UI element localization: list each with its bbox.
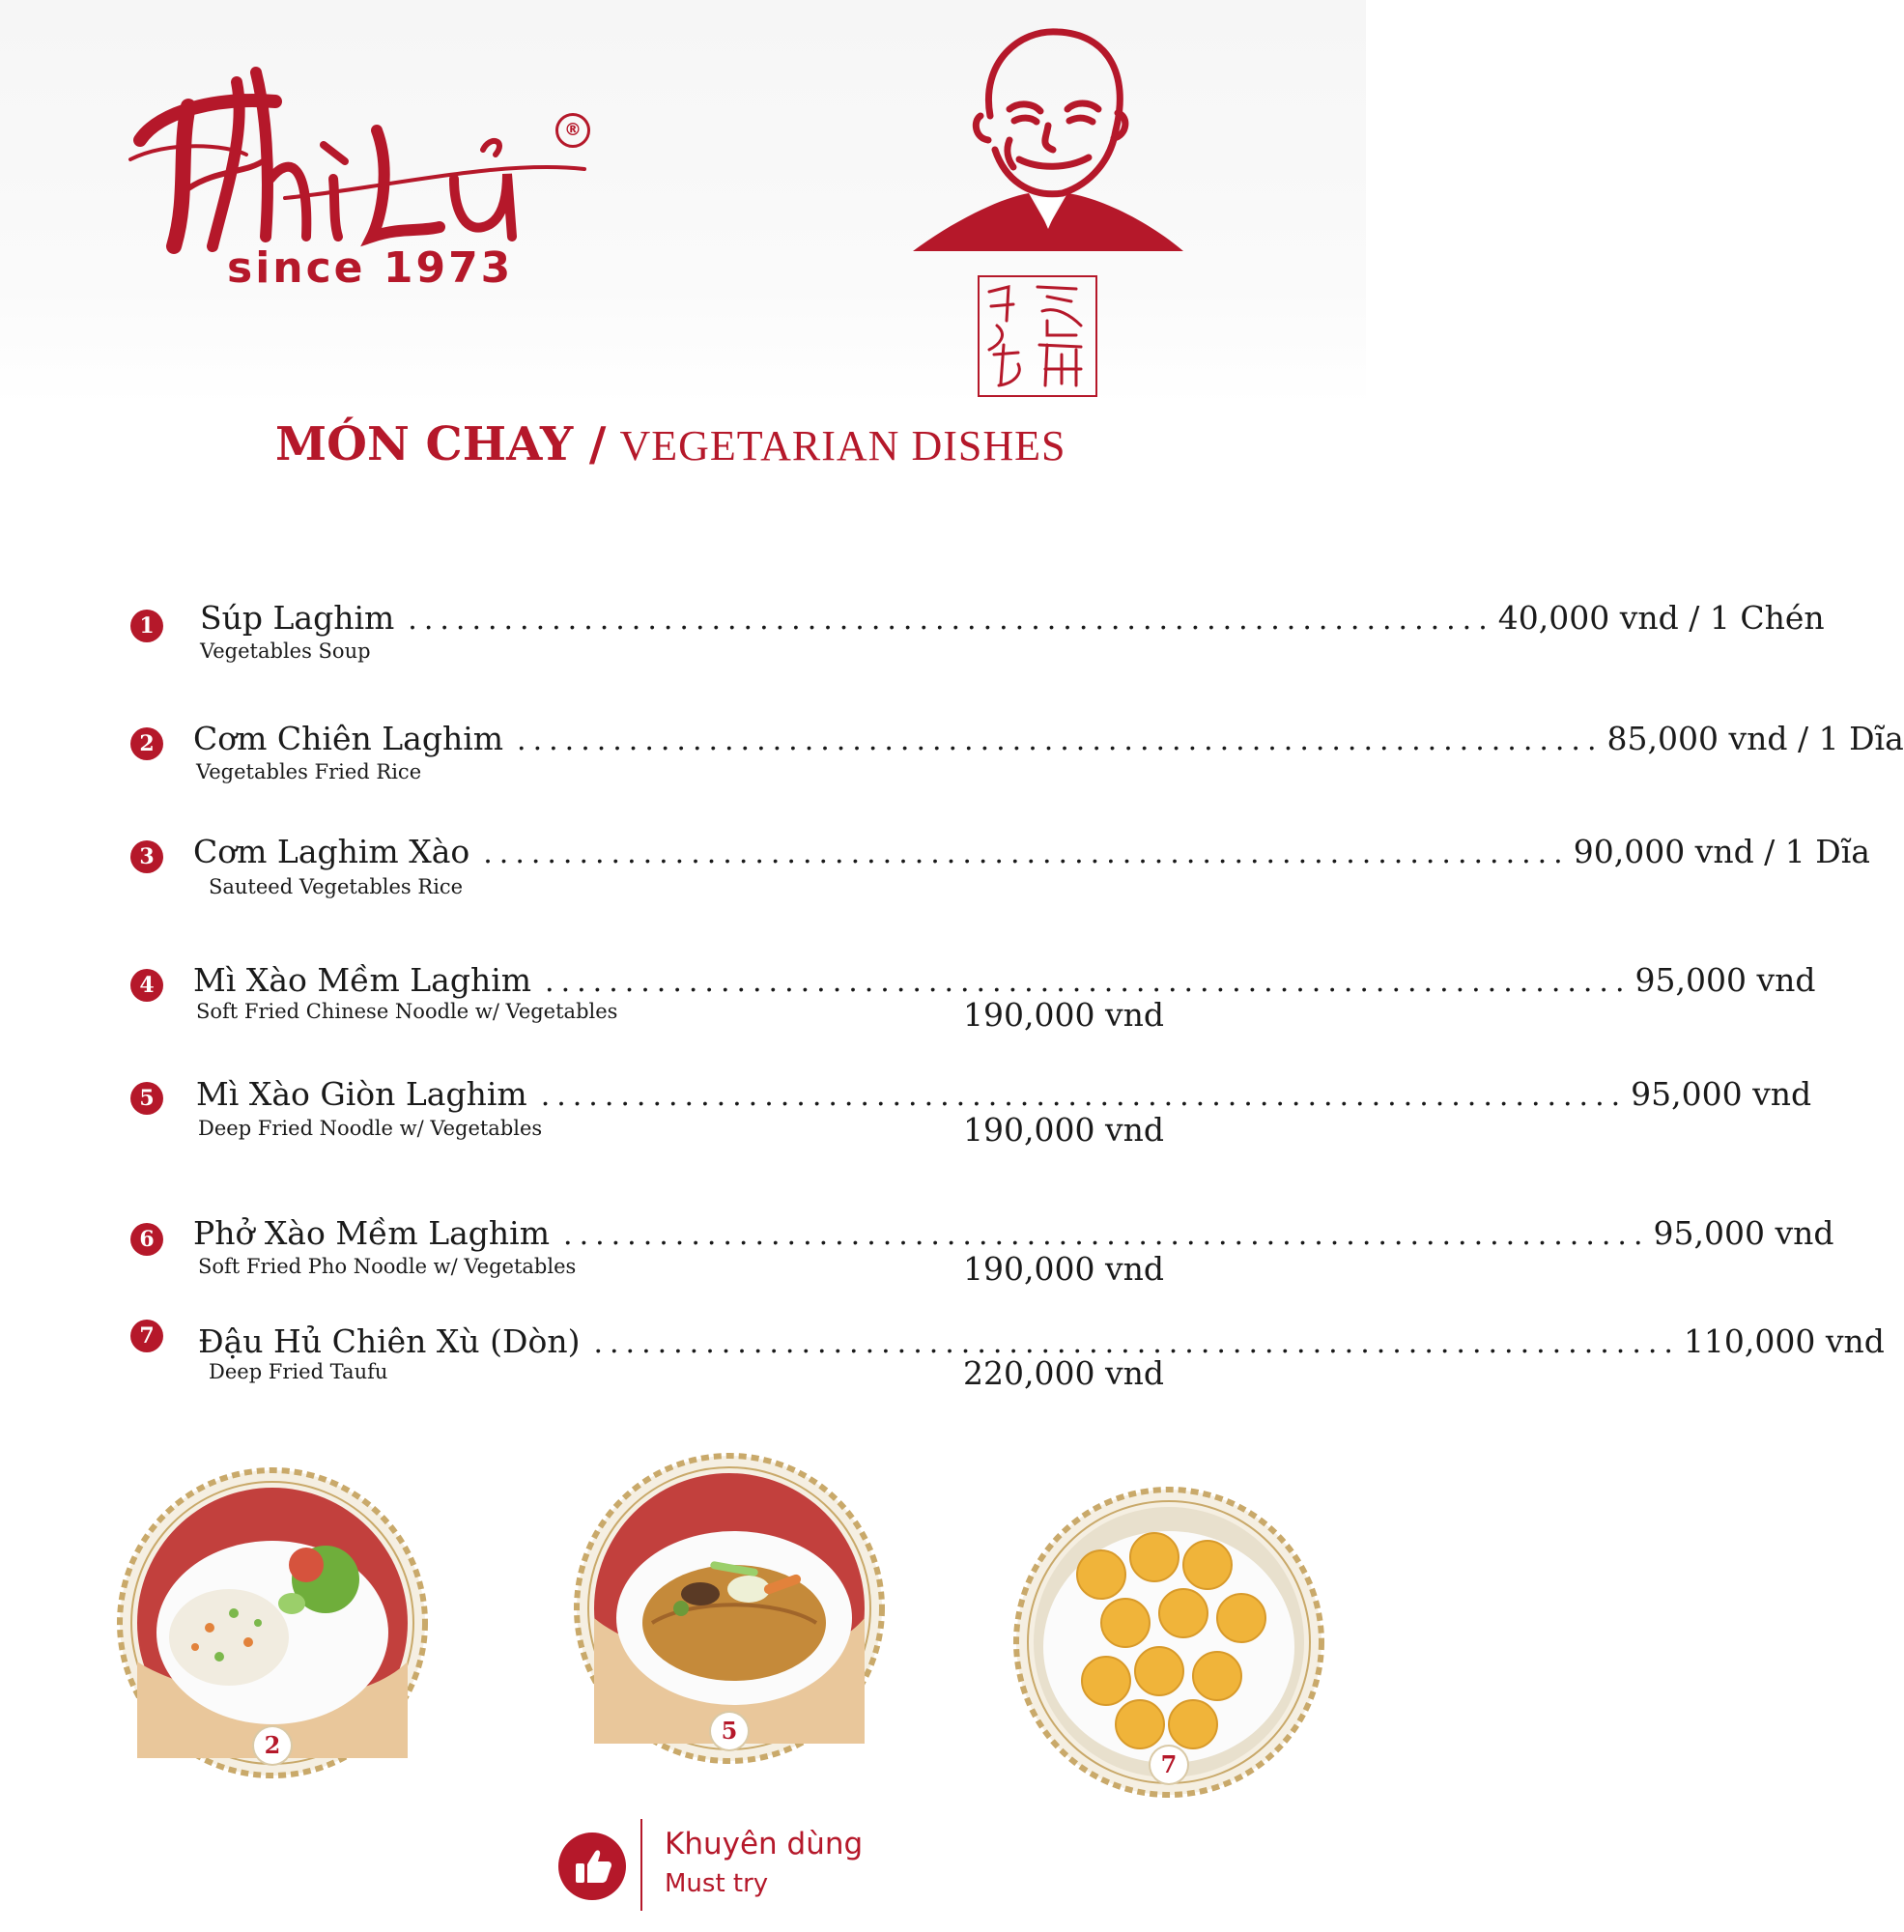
dot-leader: .................................................................... [545,965,1632,999]
dish-english-name: Deep Fried Noodle w/ Vegetables [198,1117,543,1140]
dish-name: Phở Xào Mềm Laghim [193,1214,551,1252]
thumbs-up-icon [558,1833,626,1900]
dish-english-name: Sauteed Vegetables Rice [209,875,464,898]
dish-price-large: 190,000 vnd [963,1111,1164,1149]
dish-price: 110,000 vnd [1683,1322,1885,1360]
fried-rice-photo [118,1468,427,1777]
menu-item-row [193,720,1904,757]
dish-english-name: Soft Fried Pho Noodle w/ Vegetables [198,1255,577,1278]
dish-price: 95,000 vnd [1634,961,1816,999]
item-number-badge: 1 [130,610,163,642]
item-number-badge: 2 [130,727,163,760]
dot-leader: .................................................................... [408,603,1494,637]
item-number-badge: 7 [130,1320,163,1352]
dish-price: 95,000 vnd [1631,1075,1812,1113]
item-number-badge: 3 [130,840,163,873]
dot-leader: .................................................................... [483,837,1570,870]
dish-english-name: Soft Fried Chinese Noodle w/ Vegetables [196,1000,618,1023]
must-try-label-english: Must try [665,1869,769,1898]
item-number-badge: 6 [130,1223,163,1256]
photo-number-badge: 7 [1151,1747,1187,1783]
page-title [275,417,1066,471]
dish-name: Cơm Chiên Laghim [193,720,504,757]
dish-name: Mì Xào Giòn Laghim [196,1075,527,1113]
photo-number-badge: 5 [711,1713,748,1749]
founder-portrait-icon [913,24,1183,256]
item-number-badge: 5 [130,1082,163,1115]
dish-price: 95,000 vnd [1653,1214,1834,1252]
dish-price-large: 190,000 vnd [963,996,1164,1034]
brand-logo [130,53,613,304]
menu-item-row [200,599,1825,637]
menu-item-row [193,961,1816,999]
menu-item-row [193,1214,1834,1252]
brand-since: since 1973 [227,243,514,293]
chinese-seal-icon [978,275,1097,397]
photo-number-badge: 2 [254,1727,291,1764]
dish-english-name: Vegetables Soup [200,639,371,663]
must-try-label-vietnamese: Khuyên dùng [665,1827,864,1861]
dot-leader: .................................................................... [563,1218,1650,1252]
crispy-noodle-photo [575,1454,884,1763]
registered-mark: ® [555,113,590,148]
dish-english-name: Vegetables Fried Rice [196,760,422,783]
dish-price: 90,000 vnd / 1 Dĩa [1573,833,1870,870]
dish-name: Súp Laghim [200,599,395,637]
dish-name: Đậu Hủ Chiên Xù (Dòn) [198,1322,581,1360]
item-number-badge: 4 [130,969,163,1002]
menu-item-row [193,833,1870,870]
legend-divider [640,1819,642,1911]
fried-tofu-photo [1014,1488,1323,1797]
dish-name: Cơm Laghim Xào [193,833,470,870]
dish-price-large: 190,000 vnd [963,1250,1164,1288]
dish-price-large: 220,000 vnd [963,1354,1164,1392]
must-try-legend [558,1819,945,1916]
menu-item-row [196,1075,1812,1113]
dot-leader: .................................................................... [593,1326,1680,1360]
dish-price: 85,000 vnd / 1 Dĩa [1606,720,1904,757]
title-english: VEGETARIAN DISHES [619,422,1066,469]
dish-english-name: Deep Fried Taufu [209,1360,388,1383]
title-vietnamese: MÓN CHAY / [275,417,607,471]
dot-leader: .................................................................... [540,1079,1628,1113]
brand-script-logo [130,53,594,275]
dish-price: 40,000 vnd / 1 Chén [1497,599,1825,637]
dot-leader: .................................................................... [517,724,1604,757]
dish-name: Mì Xào Mềm Laghim [193,961,532,999]
